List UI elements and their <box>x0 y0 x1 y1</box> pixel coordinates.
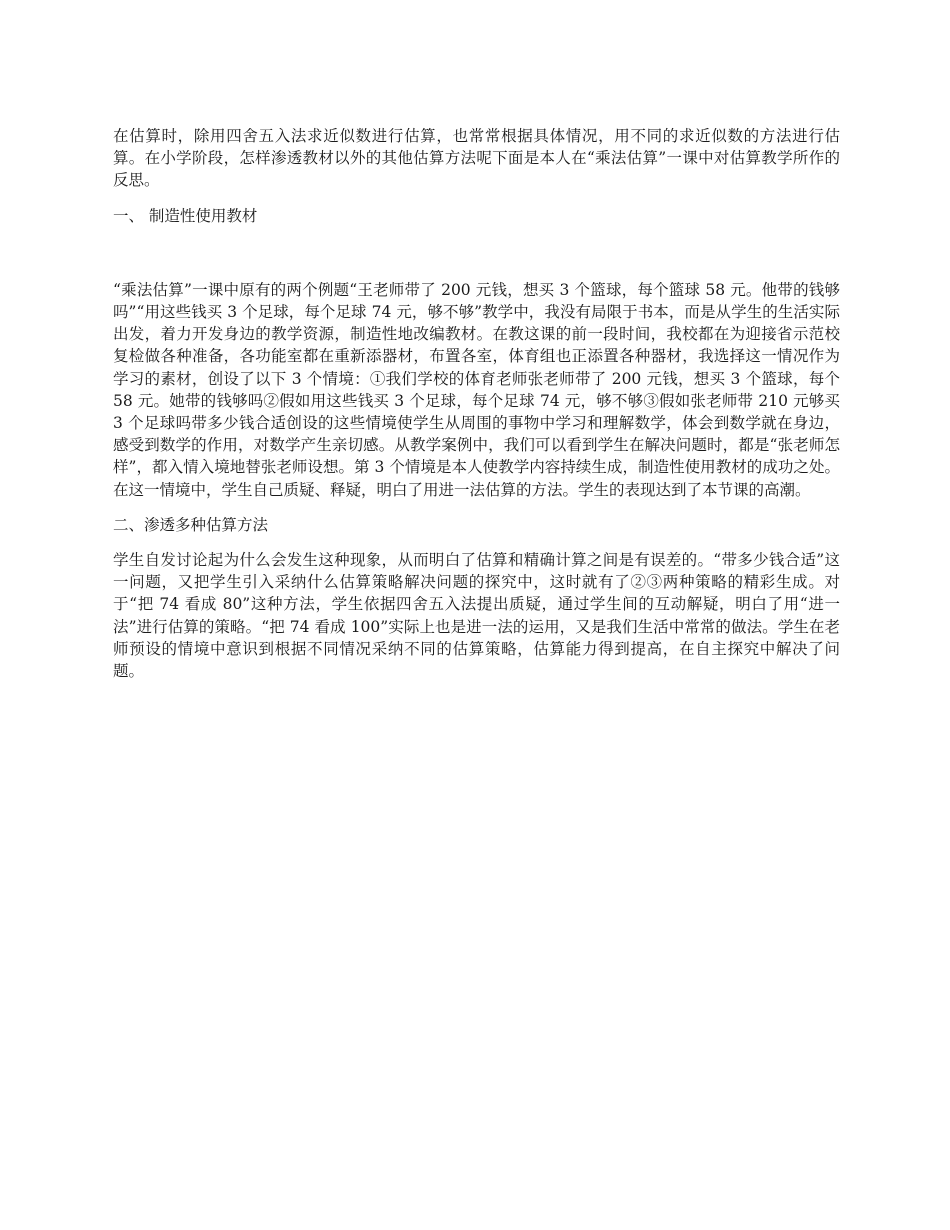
document-page <box>113 125 840 682</box>
section-heading-2: 二、渗透多种估算方法 <box>113 515 269 534</box>
intro-paragraph: 在估算时，除用四舍五入法求近似数进行估算，也常常根据具体情况，用不同的求近似数的方法进行估算。在小学阶段，怎样渗透教材以外的其他估算方法呢下面是本人在“乘法估算”一课中对估算教学所作的反思。 <box>113 127 840 190</box>
section-2-paragraph: 学生自发讨论起为什么会发生这种现象，从而明白了估算和精确计算之间是有误差的。“带多少钱合适”这一问题，又把学生引入采纳什么估算策略解决问题的探究中，这时就有了②③两种策略的精彩生成。对于“把 74 看成 80”这种方法，学生依据四舍五入法提出质疑，通过学生间的互动解疑，明白了用“进一法”进行估算的策略。“把 74 看成 100”实际上也是进一法的运用，又是我们生活中常常的做法。学生在老师预设的情境中意识到根据不同情况采纳不同的估算策略，估算能力得到提高，在自主探究中解决了问题。 <box>113 551 840 681</box>
section-1-paragraph: “乘法估算”一课中原有的两个例题“王老师带了 200 元钱，想买 3 个篮球，每个篮球 58 元。他带的钱够吗”“用这些钱买 3 个足球，每个足球 74 元，够不够”教学中，我没有局限于书本，而是从学生的生活实际出发，着力开发身边的教学资源，制造性地改编教材。在教这课的前一段时间，我校都在为迎接省示范校复检做各种准备，各功能室都在重新添器材，布置各室，体育组也正添置各种器材，我选择这一情况作为学习的素材，创设了以下 3 个情境：①我们学校的体育老师张老师带了 200 元钱，想买 3 个篮球，每个 58 元。她带的钱够吗②假如用这些钱买 3 个足球，每个足球 74 元，够不够③假如张老师带 210 元够买 3 个足球吗带多少钱合适创设的这些情境使学生从周围的事物中学习和理解数学，体会到数学就在身边，感受到数学的作用，对数学产生亲切感。从教学案例中，我们可以看到学生在解决问题时，都是“张老师怎样”，都入情入境地替张老师设想。第 3 个情境是本人使教学内容持续生成，制造性使用教材的成功之处。在这一情境中，学生自己质疑、释疑，明白了用进一法估算的方法。学生的表现达到了本节课的高潮。 <box>113 280 840 499</box>
section-heading-1: 一、 制造性使用教材 <box>113 206 258 225</box>
